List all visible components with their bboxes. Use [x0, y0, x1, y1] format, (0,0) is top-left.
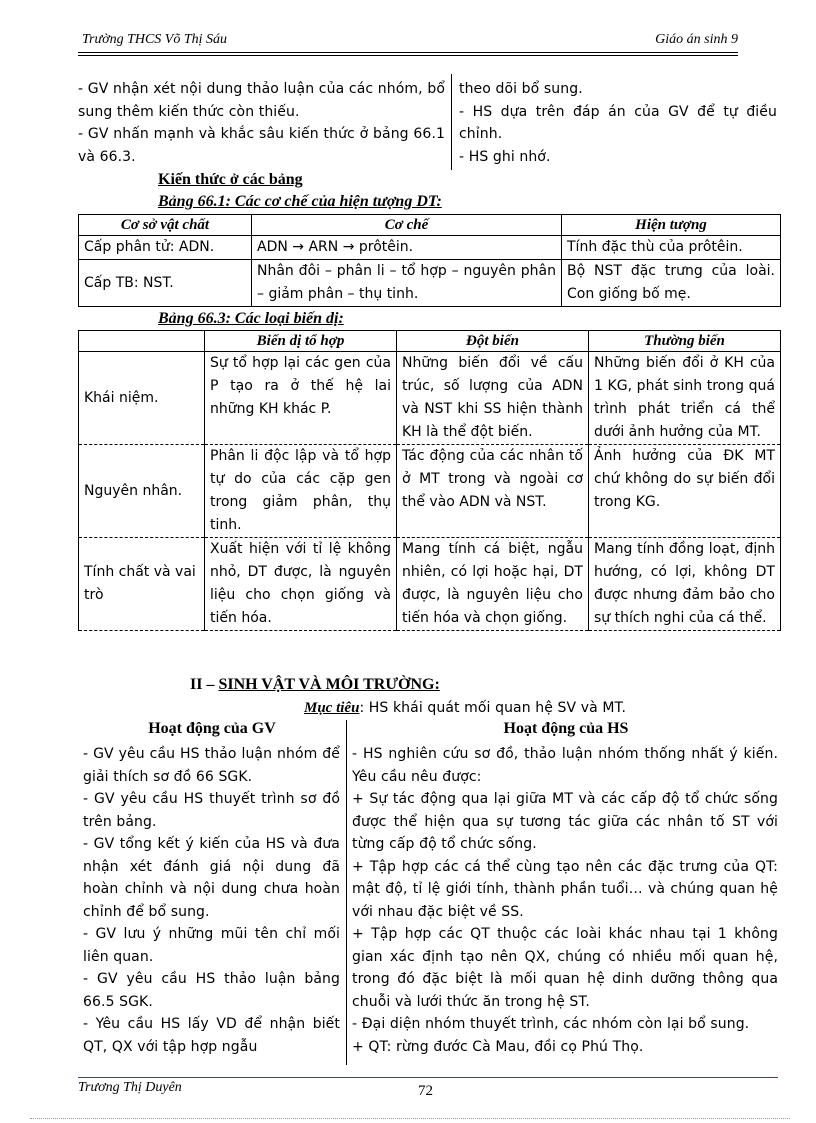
table2-cell: Phân li độc lập và tổ hợp tự do của các cặp gen trong giảm phân, thụ tinh. — [205, 445, 397, 538]
table2-cell: Mang tính cá biệt, ngẫu nhiên, có lợi hoặc hại, DT được, là nguyên liệu cho tiến hóa và chọn giống. — [397, 538, 589, 631]
table2-row-label: Nguyên nhân. — [79, 445, 205, 538]
table1-header: Cơ sở vật chất — [79, 215, 252, 236]
section2-title: SINH VẬT VÀ MÔI TRƯỜNG: — [218, 676, 440, 693]
top-right-item: theo dõi bổ sung. — [459, 81, 583, 97]
subject-name: Giáo án sinh 9 — [655, 32, 738, 47]
top-right-item: - HS dựa trên đáp án của GV để tự điều chỉnh. — [459, 103, 777, 142]
table2-cell: Sự tổ hợp lại các gen của P tạo ra ở thế hệ lai những KH khác P. — [205, 352, 397, 445]
table2-cell: Những biến đổi ở KH của 1 KG, phát sinh trong quá trình phát triển cá thể dưới ảnh hưởng của MT. — [589, 352, 781, 445]
table1-cell: Tính đặc thù của prôtêin. — [562, 236, 781, 260]
mechanisms-table — [78, 214, 781, 307]
goal-text: : HS khái quát mối quan hệ SV và MT. — [359, 700, 627, 716]
hs-activity-item: + Tập hợp các cá thể cùng tạo nên các đặc trưng của QT: mật độ, tỉ lệ giới tính, thành phần tuổi… và chúng quan hệ với nhau đặc biệt về SS. — [352, 858, 778, 920]
table1-cell: Cấp TB: NST. — [79, 260, 252, 307]
table2-cell: Tác động của các nhân tố ở MT trong và ngoài cơ thể vào ADN và NST. — [397, 445, 589, 538]
gv-activity-item: - GV yêu cầu HS thuyết trình sơ đồ trên bảng. — [83, 791, 340, 830]
goal-line — [304, 699, 626, 717]
goal-label: Mục tiêu — [304, 700, 360, 716]
page-header — [78, 32, 738, 50]
top-left-column — [78, 78, 445, 168]
gv-activity-item: - GV lưu ý những mũi tên chỉ mối liên quan. — [83, 926, 340, 965]
table2-header — [79, 331, 205, 352]
hs-activity-column — [352, 743, 778, 1058]
table-row — [79, 236, 781, 260]
gv-activity-item: - GV yêu cầu HS thảo luận bảng 66.5 SGK. — [83, 971, 340, 1010]
section2-heading — [190, 676, 440, 694]
top-right-column — [459, 78, 777, 168]
table1-cell: Bộ NST đặc trưng của loài. Con giống bố mẹ. — [562, 260, 781, 307]
table2-title: Bảng 66.3: Các loại biến dị: — [158, 310, 344, 327]
activity-column-divider — [346, 720, 347, 1065]
hs-activity-item: - HS nghiên cứu sơ đồ, thảo luận nhóm thống nhất ý kiến. Yêu cầu nêu được: — [352, 746, 778, 785]
table2-cell: Những biến đổi về cấu trúc, số lượng của ADN và NST khi SS hiện thành KH là thể đột biến. — [397, 352, 589, 445]
table1-cell: ADN → ARN → prôtêin. — [252, 236, 562, 260]
table2-header: Biến dị tổ hợp — [205, 331, 397, 352]
top-right-item: - HS ghi nhớ. — [459, 148, 551, 165]
page-bottom-dotted-line — [30, 1118, 790, 1119]
gv-activity-item: - Yêu cầu HS lấy VD để nhận biết QT, QX với tập hợp ngẫu — [83, 1016, 340, 1055]
gv-activity-item: - GV tổng kết ý kiến của HS và đưa nhận xét đánh giá nội dung đã hoàn chỉnh và nội dung chưa hoàn chỉnh để bổ sung. — [83, 836, 340, 920]
header-rule — [78, 52, 738, 56]
hs-activity-item: + Sự tác động qua lại giữa MT và các cấp độ tổ chức sống được thể hiện qua sự tương tác giữa các nhân tố ST với từng cấp độ tổ chức sống. — [352, 791, 778, 852]
hs-activity-item: + QT: rừng đước Cà Mau, đồi cọ Phú Thọ. — [352, 1038, 644, 1055]
table2-cell: Xuất hiện với tỉ lệ không nhỏ, DT được, là nguyên liệu cho chọn giống và tiến hóa. — [205, 538, 397, 631]
variation-table — [78, 330, 781, 631]
gv-activity-heading: Hoạt động của GV — [148, 720, 276, 737]
page-number: 72 — [418, 1083, 433, 1099]
table1-cell: Cấp phân tử: ADN. — [79, 236, 252, 260]
table1-title: Bảng 66.1: Các cơ chế của hiện tượng DT: — [158, 193, 442, 210]
table2-row-label: Khái niệm. — [79, 352, 205, 445]
section-title: Kiến thức ở các bảng — [158, 171, 303, 188]
table2-cell: Ảnh hưởng của ĐK MT chứ không do sự biến đổi trong KG. — [589, 445, 781, 538]
section2-number: II – — [190, 676, 215, 693]
table2-header: Đột biến — [397, 331, 589, 352]
top-left-item: - GV nhấn mạnh và khắc sâu kiến thức ở bảng 66.1 và 66.3. — [78, 126, 445, 165]
table-row — [79, 538, 781, 631]
table2-header: Thường biến — [589, 331, 781, 352]
table1-cell: Nhân đôi – phân li – tổ hợp – nguyên phân – giảm phân – thụ tinh. — [252, 260, 562, 307]
footer-rule — [78, 1077, 778, 1078]
table-row — [79, 260, 781, 307]
gv-activity-column — [83, 743, 340, 1058]
top-column-divider — [451, 74, 452, 170]
school-name: Trường THCS Võ Thị Sáu — [82, 32, 228, 47]
author-name: Trương Thị Duyên — [78, 1080, 182, 1095]
hs-activity-item: - Đại diện nhóm thuyết trình, các nhóm còn lại bổ sung. — [352, 1016, 750, 1032]
gv-activity-item: - GV yêu cầu HS thảo luận nhóm để giải thích sơ đồ 66 SGK. — [83, 746, 340, 785]
table1-header: Cơ chế — [252, 215, 562, 236]
table1-header: Hiện tượng — [562, 215, 781, 236]
table2-row-label: Tính chất và vai trò — [79, 538, 205, 631]
hs-activity-item: + Tập hợp các QT thuộc các loài khác nhau tại 1 không gian xác định tạo nên QX, chúng có nhiều mối quan hệ, trong đó đặc biệt là mối quan hệ dinh dưỡng thông qua chuỗi và lưới thức ăn trong hệ ST. — [352, 926, 778, 1010]
hs-activity-heading: Hoạt động của HS — [503, 720, 629, 737]
table-row — [79, 445, 781, 538]
table2-cell: Mang tính đồng loạt, định hướng, có lợi, không DT được nhưng đảm bảo cho sự thích nghi của cá thể. — [589, 538, 781, 631]
top-left-item: - GV nhận xét nội dung thảo luận của các nhóm, bổ sung thêm kiến thức còn thiếu. — [78, 81, 445, 120]
table-row — [79, 352, 781, 445]
